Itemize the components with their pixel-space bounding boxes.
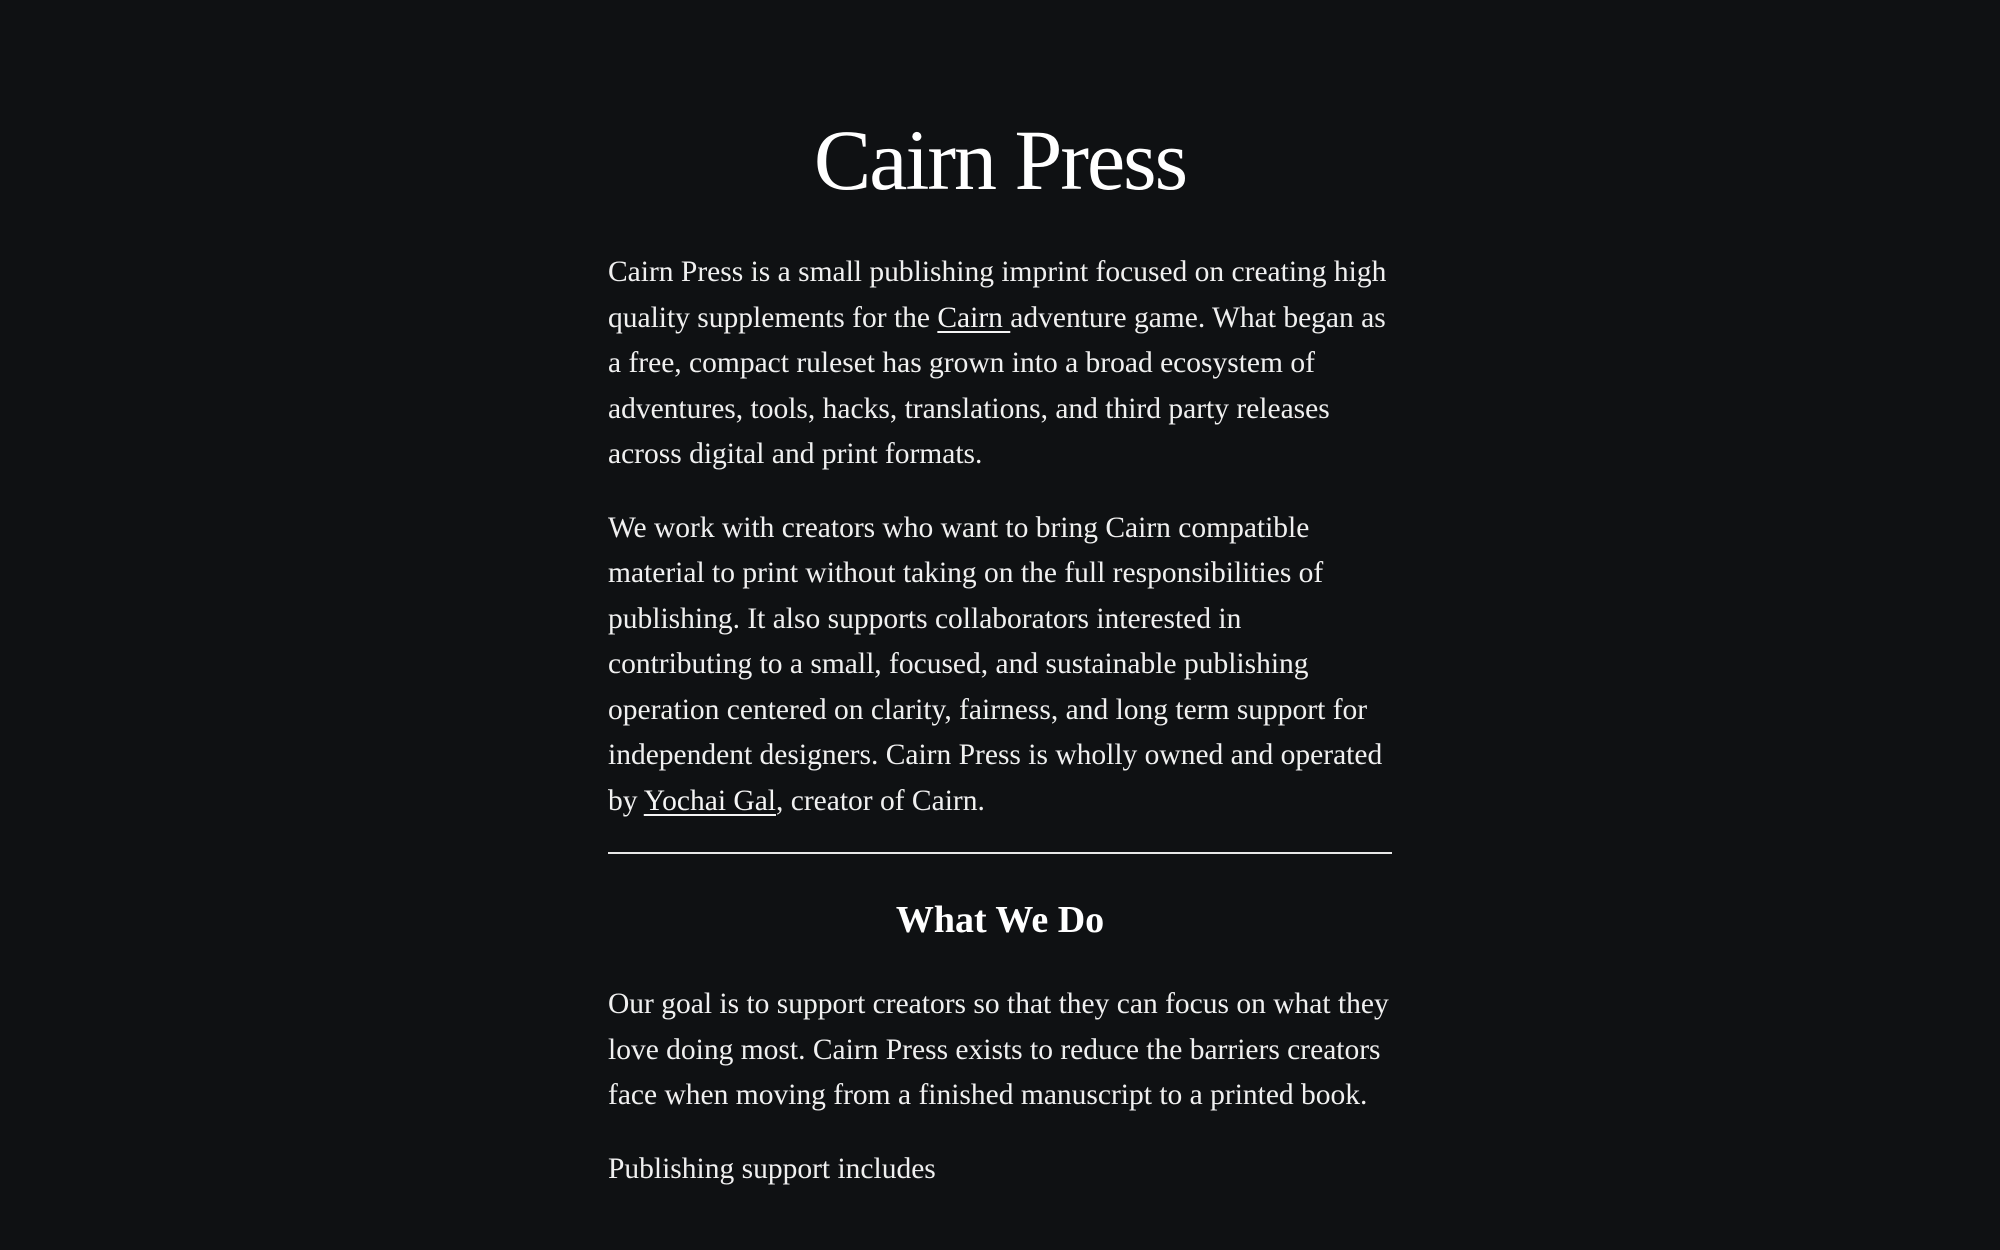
intro-paragraph-2 [608, 506, 1392, 825]
intro-text-1a: Cairn Press is a small publishing imprint focused on creating high quality supplements for the [608, 256, 1387, 334]
intro-text-2a: We work with creators who want to bring Cairn compatible material to print without taking on the full responsibilities of publishing. It also supports collaborators interested in contributing to a small, focused, and sustainable publishing operation centered on clarity, fairness, and long term support for independent designers. Cairn Press is wholly owned and operated by [608, 511, 1383, 817]
page-title: Cairn Press [813, 112, 1187, 208]
what-we-do-heading: What We Do [895, 899, 1105, 941]
what-we-do-paragraph: Our goal is to support creators so that they can focus on what they love doing most. Cairn Press exists to reduce the barriers creators face when moving from a finished manuscript to a printed book. [608, 988, 1389, 1111]
yochai-gal-link[interactable]: Yochai Gal [643, 784, 776, 817]
intro-text-1b: adventure game. What began as a free, compact ruleset has grown into a broad ecosystem of adventures, tools, hacks, translations, and third party releases across digital and print formats. [608, 301, 1386, 470]
publishing-support-intro: Publishing support includes [608, 1152, 936, 1185]
cairn-link[interactable]: Cairn [937, 301, 1011, 334]
section-divider [608, 852, 1392, 854]
intro-text-2b: , creator of Cairn. [775, 784, 985, 817]
main-content [608, 0, 1392, 1192]
intro-paragraph-1 [608, 250, 1392, 478]
